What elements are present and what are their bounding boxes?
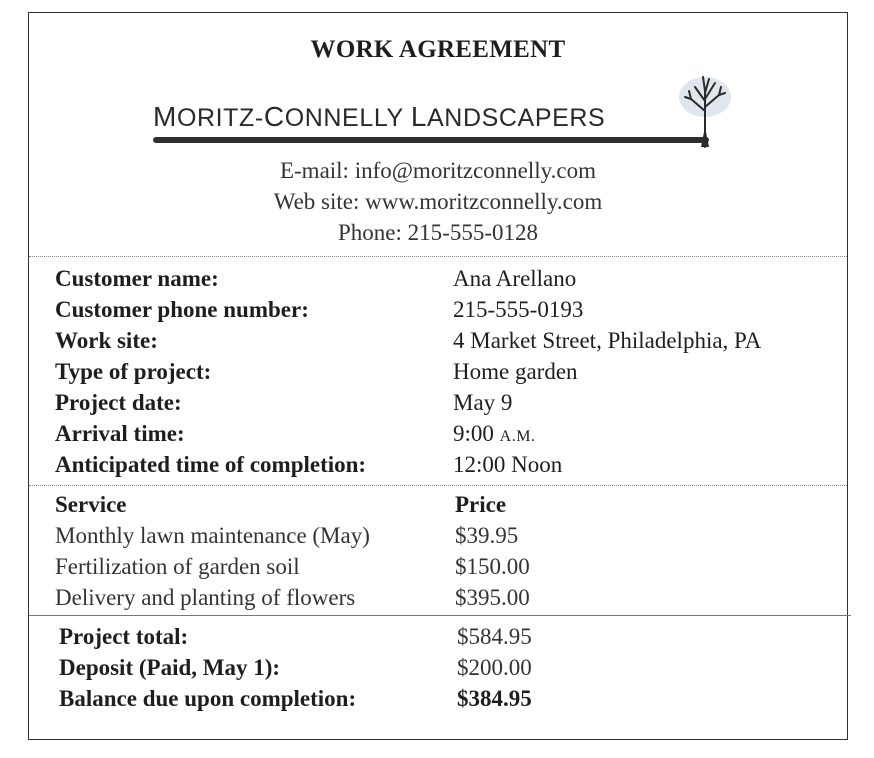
arrival-time-value: 9:00 <box>453 421 494 446</box>
total-row-deposit <box>59 652 839 683</box>
total-label: Project total: <box>59 624 189 649</box>
service-row <box>55 520 835 551</box>
info-label: Customer phone number: <box>55 297 309 322</box>
info-row-customer-phone <box>55 294 835 325</box>
info-label: Work site: <box>55 328 158 353</box>
total-value: $584.95 <box>457 624 532 649</box>
company-name-initial-1: M <box>153 101 177 132</box>
service-row <box>55 582 835 613</box>
service-row <box>55 551 835 582</box>
info-value: Home garden <box>453 359 578 384</box>
total-value: $384.95 <box>457 686 532 711</box>
section-divider <box>29 256 847 257</box>
total-row-project-total <box>59 621 839 652</box>
info-value: 4 Market Street, Philadelphia, PA <box>453 328 762 353</box>
total-label: Deposit (Paid, May 1): <box>59 655 281 680</box>
contact-website: Web site: www.moritzconnelly.com <box>273 189 603 214</box>
contact-email: E-mail: info@moritzconnelly.com <box>279 158 597 183</box>
services-header-row <box>55 489 835 520</box>
section-divider <box>29 615 851 616</box>
info-label: Customer name: <box>55 266 219 291</box>
totals-section <box>59 621 839 714</box>
info-row-arrival-time <box>55 418 835 449</box>
info-row-project-type <box>55 356 835 387</box>
company-name-part-2: ONNELLY <box>284 104 411 132</box>
total-row-balance-due <box>59 683 839 714</box>
info-value: Ana Arellano <box>453 266 577 291</box>
tree-icon <box>677 71 733 149</box>
document-title: WORK AGREEMENT <box>310 36 566 63</box>
company-name-part-3: ANDSCAPERS <box>427 104 606 132</box>
work-agreement-document <box>28 12 848 740</box>
info-label: Anticipated time of completion: <box>55 452 367 477</box>
service-column-header: Service <box>55 492 127 517</box>
contact-phone: Phone: 215-555-0128 <box>338 220 538 245</box>
service-name: Fertilization of garden soil <box>55 554 300 579</box>
info-label: Arrival time: <box>55 421 185 446</box>
info-row-customer-name <box>55 263 835 294</box>
info-row-work-site <box>55 325 835 356</box>
info-row-project-date <box>55 387 835 418</box>
company-underline <box>153 137 709 143</box>
service-name: Delivery and planting of flowers <box>55 585 356 610</box>
info-value: 12:00 Noon <box>453 452 563 477</box>
total-value: $200.00 <box>457 655 532 680</box>
info-value: May 9 <box>453 390 513 415</box>
service-price: $150.00 <box>455 554 530 579</box>
company-name-part-1: ORITZ- <box>176 104 264 132</box>
section-divider <box>29 485 847 486</box>
info-label: Project date: <box>55 390 182 415</box>
company-name-initial-2: C <box>263 101 285 132</box>
contact-block <box>29 155 847 248</box>
company-name-initial-3: L <box>410 101 428 132</box>
info-value <box>453 418 535 452</box>
info-value: 215-555-0193 <box>453 297 584 322</box>
total-label: Balance due upon completion: <box>59 686 357 711</box>
service-price: $39.95 <box>455 523 519 548</box>
services-section <box>55 489 835 613</box>
company-name <box>153 101 605 133</box>
service-name: Monthly lawn maintenance (May) <box>55 523 370 548</box>
price-column-header: Price <box>455 492 507 517</box>
info-label: Type of project: <box>55 359 212 384</box>
customer-info-section <box>55 263 835 480</box>
arrival-time-suffix: A.M. <box>499 428 536 445</box>
service-price: $395.00 <box>455 585 530 610</box>
info-row-completion-time <box>55 449 835 480</box>
